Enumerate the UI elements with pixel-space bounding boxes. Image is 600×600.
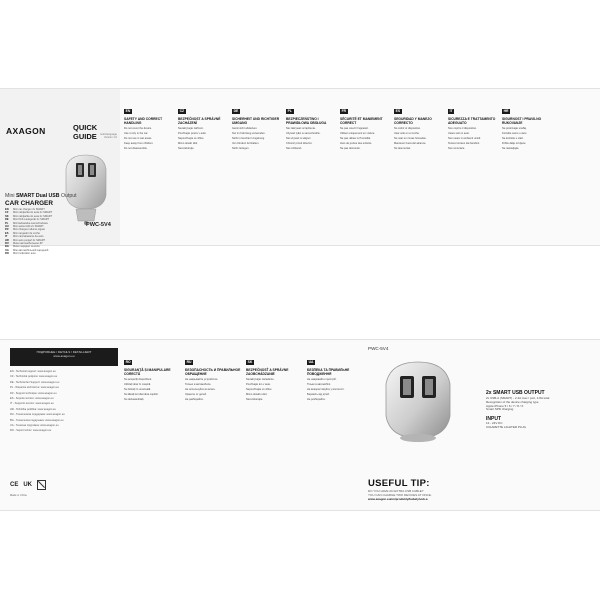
language-column — [124, 99, 179, 239]
safety-line: Koristite samo u autu. — [502, 132, 528, 135]
spec-title: 2x SMART USB OUTPUT — [486, 390, 545, 396]
language-code: DE — [5, 218, 9, 222]
safety-line: Von Kindern fernhalten. — [232, 142, 260, 145]
section-body — [307, 378, 363, 401]
language-text: Mini chargeur allume-cigare — [13, 228, 46, 232]
language-code: PL — [5, 221, 9, 225]
language-text: Mini auto punjač 2x SMART — [13, 238, 46, 242]
useful-tip-link[interactable]: www.axagon.eu/en/produkty/kabely/usb-a — [368, 496, 428, 501]
section-title: SÉCURITÉ ET MANIEMENT CORRECT — [340, 117, 383, 125]
safety-line: Utilizați doar în mașină. — [124, 383, 151, 386]
made-in: Made in China — [10, 494, 27, 497]
brand-logo: AXAGON — [6, 126, 46, 136]
safety-line: Tenere lontano dai bambini. — [448, 142, 480, 145]
safety-line: Nie rozbierać. — [286, 147, 303, 150]
language-text: Mini ładowarka samochodowa — [13, 221, 48, 225]
section-title: BEZPIECZEŃSTWO I PRAWIDŁOWA OBSŁUGA — [286, 117, 327, 125]
safety-line: Nu folosiți în umezeală. — [124, 388, 151, 391]
product-line1: Mini SMART Dual USB Output — [5, 193, 77, 199]
safety-line: Use it only in the car. — [124, 132, 149, 135]
support-line: PL - Wsparcie techniczne: www.axagon.eu — [10, 386, 60, 390]
safety-line: Nur im Fahrzeug verwenden. — [232, 132, 266, 135]
guide-sheet-top — [0, 89, 600, 256]
safety-line: Nu lăsați la îndemâna copiilor. — [124, 393, 159, 396]
safety-line: Не розбирайте. — [307, 398, 326, 401]
safety-line: Ne pas démonter. — [340, 147, 361, 150]
language-column — [340, 99, 395, 239]
language-text: Mini cargador de coche — [13, 231, 40, 235]
section-body — [178, 127, 233, 150]
section-title: SAFETY AND CORRECT HANDLING — [124, 117, 163, 125]
language-code: RO — [5, 252, 9, 256]
safety-line: Utiliser uniquement en voiture. — [340, 132, 376, 135]
safety-line: Nie używać w wilgoci. — [286, 137, 312, 140]
language-text: Міні автомобільний зарядний — [13, 248, 49, 252]
safety-line: Hors de portée des enfants. — [340, 142, 373, 145]
guide-title: QUICK GUIDE — [73, 123, 98, 141]
specification-block — [486, 390, 596, 430]
safety-line: Ne rastavljajte. — [502, 147, 520, 150]
section-body — [502, 127, 557, 150]
language-badge: RU — [186, 360, 192, 364]
safety-line: Nicht in feuchter Umgebung. — [232, 137, 265, 140]
safety-line: No desmontar. — [394, 147, 411, 150]
language-text: Mini nabíječka do auta 2x SMART — [13, 211, 53, 215]
language-column — [185, 350, 241, 500]
safety-line: Používejte pouze v autě. — [178, 132, 207, 135]
model-number: PWC-5V4 — [86, 222, 111, 228]
language-badge: ES — [395, 109, 401, 113]
language-column — [246, 350, 302, 500]
section-body — [394, 127, 449, 150]
safety-line: Držite dalje od djece. — [502, 142, 527, 145]
language-column — [448, 99, 503, 239]
support-line: HR - Tehnička podrška: www.axagon.eu — [10, 407, 56, 411]
section-body — [232, 127, 287, 150]
section-body — [124, 127, 179, 150]
support-line: EN - Technical support: www.axagon.eu — [10, 370, 56, 373]
safety-line: Używać tylko w samochodzie. — [286, 132, 321, 135]
safety-line: Ne pas couvrir l'appareil. — [340, 127, 369, 130]
safety-line: Non smontare. — [448, 147, 466, 150]
language-column — [394, 99, 449, 239]
safety-line: Nu dezasamblați. — [124, 398, 145, 401]
safety-line: Nezakrývejte zařízení. — [178, 127, 204, 130]
section-title: BEZPEČNOSŤ A SPRÁVNE ZAOBCHÁDZANIE — [246, 368, 289, 376]
details-box: ПОДРОБНЕЕ / DETAILS / DETAILLIERT www.axagon.eu — [10, 348, 118, 366]
safety-line: No usar en zonas húmedas. — [394, 137, 427, 140]
safety-line: Ne pas utiliser à l'humidité. — [340, 137, 371, 140]
language-badge: RO — [125, 360, 131, 364]
safety-line: Nepoužívejte ve vlhku. — [178, 137, 205, 140]
language-code: BG — [5, 245, 9, 249]
weee-bin-icon — [37, 480, 46, 490]
safety-line: Nerozebírejte. — [178, 147, 195, 150]
safety-line: Ne koristite u vlazi. — [502, 137, 524, 140]
safety-line: Бережіть від дітей. — [307, 393, 330, 396]
safety-line: Nerozoberajte. — [246, 398, 264, 401]
language-text: Mini autós töltő 2x SMART — [13, 225, 44, 229]
support-list — [10, 370, 118, 466]
language-badge: PL — [287, 109, 292, 113]
language-column — [124, 350, 180, 500]
language-column — [232, 99, 287, 239]
language-code: FR — [5, 228, 9, 232]
language-code: HR — [5, 238, 9, 242]
language-badge: FR — [341, 109, 347, 113]
section-title: БЕЗПЕКА ТА ПРАВИЛЬНЕ ПОВОДЖЕННЯ — [307, 368, 350, 376]
safety-line: Не используйте во влаге. — [185, 388, 216, 391]
safety-line: Nie zakrywać urządzenia. — [286, 127, 316, 130]
safety-line: Do not disassemble. — [124, 147, 148, 150]
language-code: IT — [5, 235, 8, 239]
section-title: SIGURANȚĂ ȘI MANIPULARE CORECTĂ — [124, 368, 171, 376]
language-text: Mini caricabatterie da auto — [13, 235, 44, 239]
safety-line: Только в автомобиле. — [185, 383, 212, 386]
safety-line: Do not cover the device. — [124, 127, 152, 130]
section-body — [246, 378, 302, 401]
safety-line: Usare solo in auto. — [448, 132, 470, 135]
safety-line: Používajte len v aute. — [246, 383, 271, 386]
safety-line: Не разбирайте. — [185, 398, 204, 401]
spec-line: Apple iPhone 5 / 6 / 7 / 8 / X — [486, 403, 524, 408]
language-code: EN — [5, 208, 9, 211]
support-line: RU - Техническая поддержка: www.axagon.eu — [10, 413, 65, 417]
cover-panel — [0, 89, 120, 256]
safety-line: Gerät nicht abdecken. — [232, 127, 258, 130]
support-line: BG - Техническа поддръжка: www.axagon.eu — [10, 418, 64, 422]
language-code: SK — [5, 214, 9, 218]
section-body — [448, 127, 503, 150]
language-list — [5, 208, 79, 256]
section-title: BEZPEČNOST A SPRÁVNÉ ZACHÁZENÍ — [178, 117, 221, 125]
language-code: ES — [5, 231, 9, 235]
input-line: 12 - 24V DC — [486, 421, 503, 426]
support-line: IT - Supporto tecnico: www.axagon.eu — [10, 402, 54, 406]
safety-line: No cubrir el dispositivo. — [394, 127, 421, 130]
section-title: SEGURIDAD Y MANEJO CORRECTO — [394, 117, 432, 125]
language-badge: DE — [233, 109, 239, 113]
guide-sheet-bottom — [0, 340, 600, 510]
car-charger-image-large — [372, 354, 464, 452]
input-line: CIGARETTE LIGHTER PLUG — [486, 424, 527, 429]
section-title: SICUREZZA E TRATTAMENTO ADEGUATO — [448, 117, 496, 125]
safety-line: Nicht zerlegen. — [232, 147, 250, 150]
language-text: Mini KFZ-Ladegerät 2x SMART — [13, 218, 50, 222]
section-body — [124, 378, 180, 401]
safety-line: Не накривайте пристрій. — [307, 378, 337, 381]
section-title: SICHERHEIT UND RICHTIGER UMGANG — [232, 117, 280, 125]
language-badge: CZ — [179, 109, 185, 113]
support-line: CZ - Technická podpora: www.axagon.eu — [10, 375, 58, 379]
section-body — [286, 127, 341, 150]
language-column — [307, 350, 363, 500]
language-column — [286, 99, 341, 239]
language-badge: SK — [247, 360, 253, 364]
language-text: Мини зарядно за кола — [13, 245, 40, 249]
support-line: FR - Support technique: www.axagon.eu — [10, 391, 57, 395]
safety-line: Не використовуйте у вологості. — [307, 388, 345, 391]
safety-line: Non usare in ambienti umidi. — [448, 137, 481, 140]
spec-line: 2x USB-A (SMART) - 2.4A max / port, 4.8A total — [486, 396, 550, 400]
section-title: SIGURNOST I PRAVILNO RUKOVANJE — [502, 117, 542, 125]
safety-line: Nu acoperiți dispozitivul. — [124, 378, 152, 381]
language-code: RU — [5, 242, 9, 246]
safety-line: Nepoužívajte vo vlhku. — [246, 388, 273, 391]
ce-mark: CE — [10, 482, 19, 488]
safety-line: Тільки в автомобілі. — [307, 383, 331, 386]
section-body — [340, 127, 395, 150]
uk-mark: UK — [23, 482, 33, 488]
safety-line: Mimo dosahu detí. — [246, 393, 268, 396]
language-badge: UA — [308, 360, 314, 364]
support-line: UA - Технічна підтримка: www.axagon.eu — [10, 424, 59, 428]
section-body — [185, 378, 241, 401]
guide-subtitle: multi-language Version 1.0 — [99, 133, 117, 140]
language-badge: EN — [125, 109, 131, 113]
safety-line: Do not use in wet areas. — [124, 137, 152, 140]
language-column — [178, 99, 233, 239]
support-line: ES - Soporte técnico: www.axagon.eu — [10, 397, 54, 401]
support-line: DE - Technischer Support: www.axagon.eu — [10, 380, 60, 384]
product-line2: CAR CHARGER — [5, 200, 53, 207]
safety-line: Mimo dosah dětí. — [178, 142, 198, 145]
language-badge: HR — [503, 109, 509, 113]
language-code: HU — [5, 225, 9, 229]
useful-tip-text: DO YOU HAVE AN EXTRA USB CABLE? YOU CAN CHARGE TWO DEVICES AT ONCE. www.axagon.eu/en/produkty/kabely/usb-a — [368, 490, 498, 501]
support-line: RO - Suport tehnic: www.axagon.eu — [10, 429, 52, 433]
spec-line: Recognition of the device charging type — [486, 399, 539, 404]
language-code: UA — [5, 248, 9, 252]
language-text: Mini car charger 2x SMART — [13, 208, 45, 211]
input-title: INPUT — [486, 416, 501, 423]
safety-line: Chronić przed dziećmi. — [286, 142, 313, 145]
language-badge: IT — [449, 109, 453, 113]
safety-line: Nezakrývajte zariadenie. — [246, 378, 275, 381]
spec-line: Smart SPD charging — [486, 407, 514, 412]
safety-line: Keep away from children. — [124, 142, 154, 145]
useful-tip-title: USEFUL TIP: — [368, 478, 430, 489]
language-item — [5, 252, 79, 255]
certification-marks — [10, 480, 46, 490]
model-number-bottom: PWC-5V4 — [368, 346, 389, 351]
safety-line: Usar solo en el coche. — [394, 132, 420, 135]
safety-line: Non coprire il dispositivo. — [448, 127, 477, 130]
language-text: Mini încărcător auto — [13, 252, 36, 256]
safety-line: Храните от детей. — [185, 393, 207, 396]
language-text: Mini nabíjačka do auta 2x SMART — [13, 214, 53, 218]
safety-line: Не накрывайте устройство. — [185, 378, 218, 381]
safety-line: Ne prekrivajte uređaj. — [502, 127, 527, 130]
section-title: БЕЗОПАСНОСТЬ И ПРАВИЛЬНОЕ ОБРАЩЕНИЕ — [185, 368, 241, 376]
language-code: CZ — [5, 211, 9, 215]
language-text: Мини автомобильное ЗУ — [13, 242, 43, 246]
language-column — [502, 99, 557, 239]
safety-line: Mantener fuera del alcance. — [394, 142, 427, 145]
